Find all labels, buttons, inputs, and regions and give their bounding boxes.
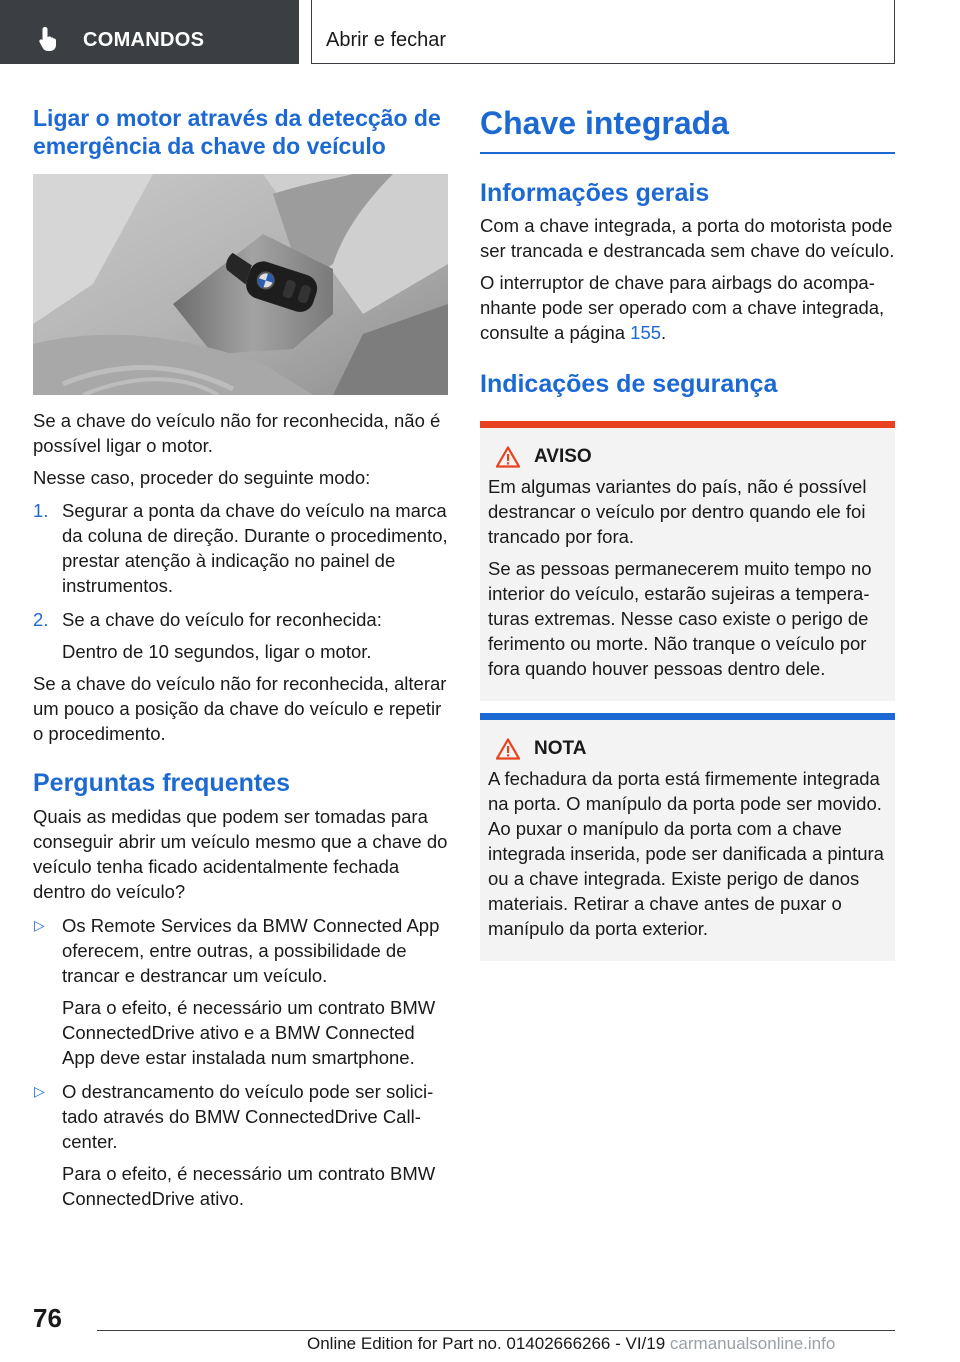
faq-question: Quais as medidas que podem ser tomadas para conseguir abrir um veículo mesmo que a chave do veículo tenha ficado acidentalmente fechada dentro do veículo? — [33, 806, 448, 902]
step-text: Segurar a ponta da chave do veículo na marca da coluna de direção. Durante o procedimento, prestar atenção à indicação no painel de instrumentos. — [62, 500, 448, 596]
list-item — [33, 1079, 448, 1211]
list-item — [33, 913, 448, 1070]
step-2-detail: Dentro de 10 segundos, ligar o motor. — [62, 641, 372, 662]
footer-divider — [97, 1330, 895, 1331]
warning-paragraph-1: Em algumas variantes do país, não é possível destrancar o veículo por dentro quando ele foi trancado por fora. — [488, 476, 867, 547]
page-header — [0, 0, 960, 66]
step-number: 1. — [33, 500, 49, 521]
paragraph-retry: Se a chave do veículo não for reconhecida, alterar um pouco a posição da chave do veículo e repetir o procedimento. — [33, 673, 447, 744]
triangle-bullet-icon: ▷ — [34, 917, 45, 933]
warning-box — [480, 421, 895, 701]
triangle-bullet-icon: ▷ — [34, 1083, 45, 1099]
step-text: Se a chave do veículo for reconhecida: — [62, 609, 382, 630]
section-tab-label: COMANDOS — [83, 29, 205, 51]
note-box — [480, 713, 895, 961]
general-info-text: O interruptor de chave para airbags do acompanhante pode ser operado com a chave integrada, consulte a página — [480, 272, 885, 343]
subsection-tab-label: Abrir e fechar — [326, 29, 447, 51]
edition-text: Online Edition for Part no. 01402666266 - VI/19 — [307, 1334, 666, 1353]
right-column — [480, 104, 895, 961]
list-item — [33, 498, 448, 598]
safety-heading: Indicações de segurança — [480, 370, 778, 398]
note-title — [488, 738, 887, 760]
emergency-detection-heading: Ligar o motor através da detecção de emergência da chave do veículo — [33, 105, 441, 159]
paragraph-key-not-recognized: Se a chave do veículo não for reconhecida, não é possível ligar o motor. — [33, 410, 441, 456]
page-link[interactable]: 155 — [630, 322, 662, 343]
faq-heading: Perguntas frequentes — [33, 769, 291, 797]
general-info-paragraph-1: Com a chave integrada, a porta do motorista pode ser trancada e destrancada sem chave do veículo. — [480, 215, 895, 261]
warning-triangle-icon — [496, 738, 520, 760]
pointing-hand-icon — [38, 26, 62, 52]
faq-answer-text: O destrancamento do veículo pode ser solicitado através do BMW ConnectedDrive Callcenter. — [62, 1081, 434, 1152]
paragraph-procedure-intro: Nesse caso, proceder do seguinte modo: — [33, 467, 371, 488]
warning-label: AVISO — [534, 446, 592, 467]
steps-list — [33, 498, 448, 632]
faq-answer-text: Os Remote Services da BMW Connected App oferecem, entre outras, a possibilidade de trancar e destrancar um veículo. — [62, 915, 440, 986]
watermark-text: carmanualsonline.info — [669, 1334, 836, 1353]
page-number: 76 — [33, 1303, 62, 1333]
note-paragraph: A fechadura da porta está firmemente integrada na porta. O manípulo da porta pode ser movido. Ao puxar o manípulo da porta com a chave integrada inserida, pode ser danificada a pintura ou a chave integrada. Existe perigo de danos materiais. Retirar a chave antes de puxar o manípulo da porta exterior. — [488, 768, 884, 939]
section-tab — [0, 0, 299, 64]
car-key-steering-column-photo — [33, 174, 448, 395]
step-number: 2. — [33, 609, 49, 630]
page-title: Chave integrada — [480, 105, 729, 141]
warning-paragraph-2: Se as pessoas permanecerem muito tempo no interior do veículo, estarão sujeiras a temperaturas extremas. Nesse caso existe o perigo de ferimento ou morte. Não tranque o veículo por fora quando houver pessoas dentro dele. — [488, 558, 872, 679]
faq-answer-detail: Para o efeito, é necessário um contrato BMW ConnectedDrive ativo e a BMW Connected App deve estar instalada num smartphone. — [62, 997, 436, 1068]
faq-answer-detail: Para o efeito, é necessário um contrato BMW ConnectedDrive ativo. — [62, 1163, 436, 1209]
note-label: NOTA — [534, 738, 587, 759]
footer-edition — [307, 1334, 835, 1354]
list-item — [33, 607, 448, 632]
general-info-text-end: . — [661, 322, 667, 343]
general-info-paragraph-2 — [480, 270, 895, 345]
general-info-heading: Informações gerais — [480, 179, 710, 207]
left-column — [33, 104, 448, 1211]
warning-title — [488, 446, 887, 468]
subsection-tab — [311, 0, 895, 64]
faq-answers-list — [33, 913, 448, 1211]
warning-triangle-icon — [496, 446, 520, 468]
title-divider — [480, 152, 895, 154]
